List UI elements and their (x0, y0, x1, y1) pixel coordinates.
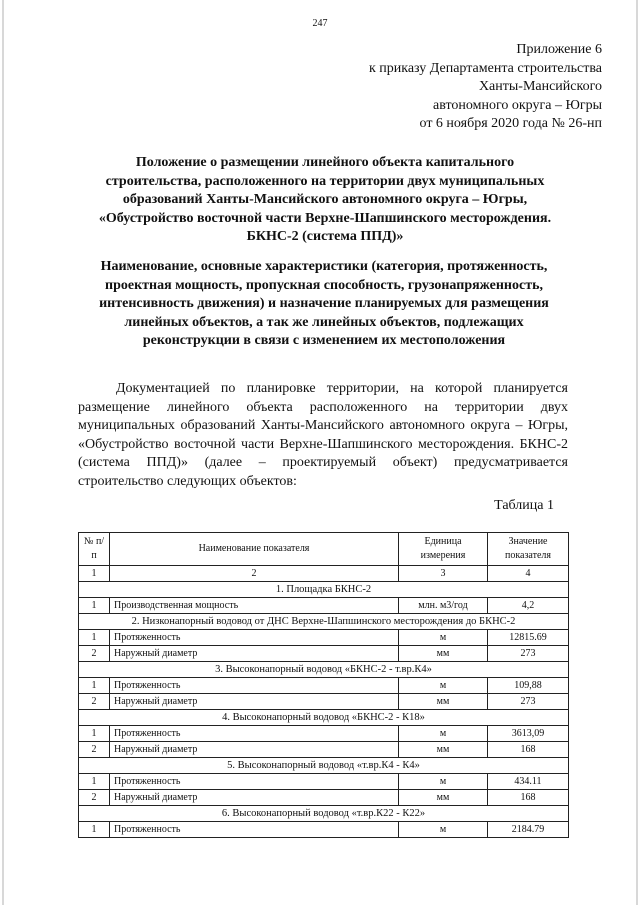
row-unit: м (399, 678, 488, 694)
header-value: Значение показателя (488, 533, 569, 566)
row-unit: млн. м3/год (399, 598, 488, 614)
row-unit: мм (399, 790, 488, 806)
page-number: 247 (312, 18, 328, 29)
table-label: Таблица 1 (494, 498, 554, 513)
row-indicator-name: Протяженность (110, 822, 399, 838)
row-value: 434.11 (488, 774, 569, 790)
row-indicator-name: Наружный диаметр (110, 694, 399, 710)
table-row (79, 790, 569, 806)
appendix-block (369, 41, 602, 134)
appendix-line-3: Ханты-Мансийского (478, 79, 602, 94)
table-row (79, 742, 569, 758)
row-value: 168 (488, 742, 569, 758)
row-indicator-name: Протяженность (110, 726, 399, 742)
section-title: 2. Низконапорный водовод от ДНС Верхне-Шапшинского месторождения до БКНС-2 (79, 614, 569, 630)
table-row (79, 678, 569, 694)
row-number: 1 (79, 598, 110, 614)
row-indicator-name: Производственная мощность (110, 598, 399, 614)
row-number: 1 (79, 630, 110, 646)
header-number: № п/п (79, 533, 110, 566)
row-number: 2 (79, 790, 110, 806)
row-number: 1 (79, 678, 110, 694)
row-value: 2184.79 (488, 822, 569, 838)
header-indicator-name: Наименование показателя (110, 533, 399, 566)
row-unit: мм (399, 742, 488, 758)
section-row (79, 806, 569, 822)
row-unit: м (399, 774, 488, 790)
row-unit: м (399, 726, 488, 742)
row-number: 1 (79, 726, 110, 742)
section-row (79, 582, 569, 598)
table-row (79, 630, 569, 646)
row-indicator-name: Наружный диаметр (110, 646, 399, 662)
row-indicator-name: Наружный диаметр (110, 790, 399, 806)
table-row (79, 694, 569, 710)
table-row (79, 726, 569, 742)
section-title: 5. Высоконапорный водовод «т.вр.К4 - К4» (79, 758, 569, 774)
row-value: 109,88 (488, 678, 569, 694)
section-row (79, 710, 569, 726)
column-numbers-row (79, 566, 569, 582)
row-value: 168 (488, 790, 569, 806)
row-indicator-name: Наружный диаметр (110, 742, 399, 758)
appendix-line-5: от 6 ноября 2020 года № 26-нп (419, 116, 602, 131)
row-unit: мм (399, 646, 488, 662)
row-number: 2 (79, 694, 110, 710)
column-number-1: 1 (79, 566, 110, 582)
section-row (79, 614, 569, 630)
row-number: 1 (79, 822, 110, 838)
table-row (79, 774, 569, 790)
row-number: 1 (79, 774, 110, 790)
row-number: 2 (79, 742, 110, 758)
column-number-4: 4 (488, 566, 569, 582)
section-row (79, 662, 569, 678)
section-title: 3. Высоконапорный водовод «БКНС-2 - т.вр.К4» (79, 662, 569, 678)
section-row (79, 758, 569, 774)
row-number: 2 (79, 646, 110, 662)
appendix-line-2: к приказу Департамента строительства (368, 60, 602, 76)
appendix-line-4: автономного округа – Югры (433, 97, 602, 113)
row-value: 273 (488, 694, 569, 710)
row-unit: мм (399, 694, 488, 710)
row-indicator-name: Протяженность (110, 678, 399, 694)
row-value: 273 (488, 646, 569, 662)
table-header-row (79, 533, 569, 566)
intro-paragraph: Документацией по планировке территории, на которой планируется размещение линейного объекта расположенного на территории двух муниципальных образований Ханты-Мансийского автономного округа – Югры, «Обустройство восточной части Верхне-Шапшинского месторождения. БКНС-2 (система ППД)» (далее – проектируемый объект) предусматривается строительство следующих объектов: (78, 381, 568, 489)
scan-left-edge (2, 0, 4, 905)
table-row (79, 598, 569, 614)
table-row (79, 646, 569, 662)
section-title: 1. Площадка БКНС-2 (79, 582, 569, 598)
document-subtitle: Наименование, основные характеристики (категория, протяженность, проектная мощность, пропускная способность, грузонапряженность, интенсивность движения) и назначение планируемых для размещения линейных объектов, а так же линейных объектов, подлежащих реконструкции в связи с изменением их местоположения (99, 259, 549, 348)
row-value: 4,2 (488, 598, 569, 614)
row-indicator-name: Протяженность (110, 630, 399, 646)
row-value: 12815.69 (488, 630, 569, 646)
column-number-2: 2 (110, 566, 399, 582)
row-unit: м (399, 630, 488, 646)
column-number-3: 3 (399, 566, 488, 582)
appendix-line-1: Приложение 6 (516, 42, 602, 57)
header-unit: Единица измерения (399, 533, 488, 566)
section-title: 6. Высоконапорный водовод «т.вр.К22 - К22» (79, 806, 569, 822)
table-row (79, 822, 569, 838)
document-title: Положение о размещении линейного объекта капитального строительства, расположенного на территории двух муниципальных образований Ханты-Мансийского автономного округа – Югры, «Обустройство восточной части Верхне-Шапшинского месторождения. БКНС-2 (система ППД)» (98, 155, 552, 244)
row-value: 3613,09 (488, 726, 569, 742)
indicators-table (78, 532, 569, 838)
section-title: 4. Высоконапорный водовод «БКНС-2 - К18» (79, 710, 569, 726)
row-unit: м (399, 822, 488, 838)
row-indicator-name: Протяженность (110, 774, 399, 790)
scan-right-edge (636, 0, 638, 905)
